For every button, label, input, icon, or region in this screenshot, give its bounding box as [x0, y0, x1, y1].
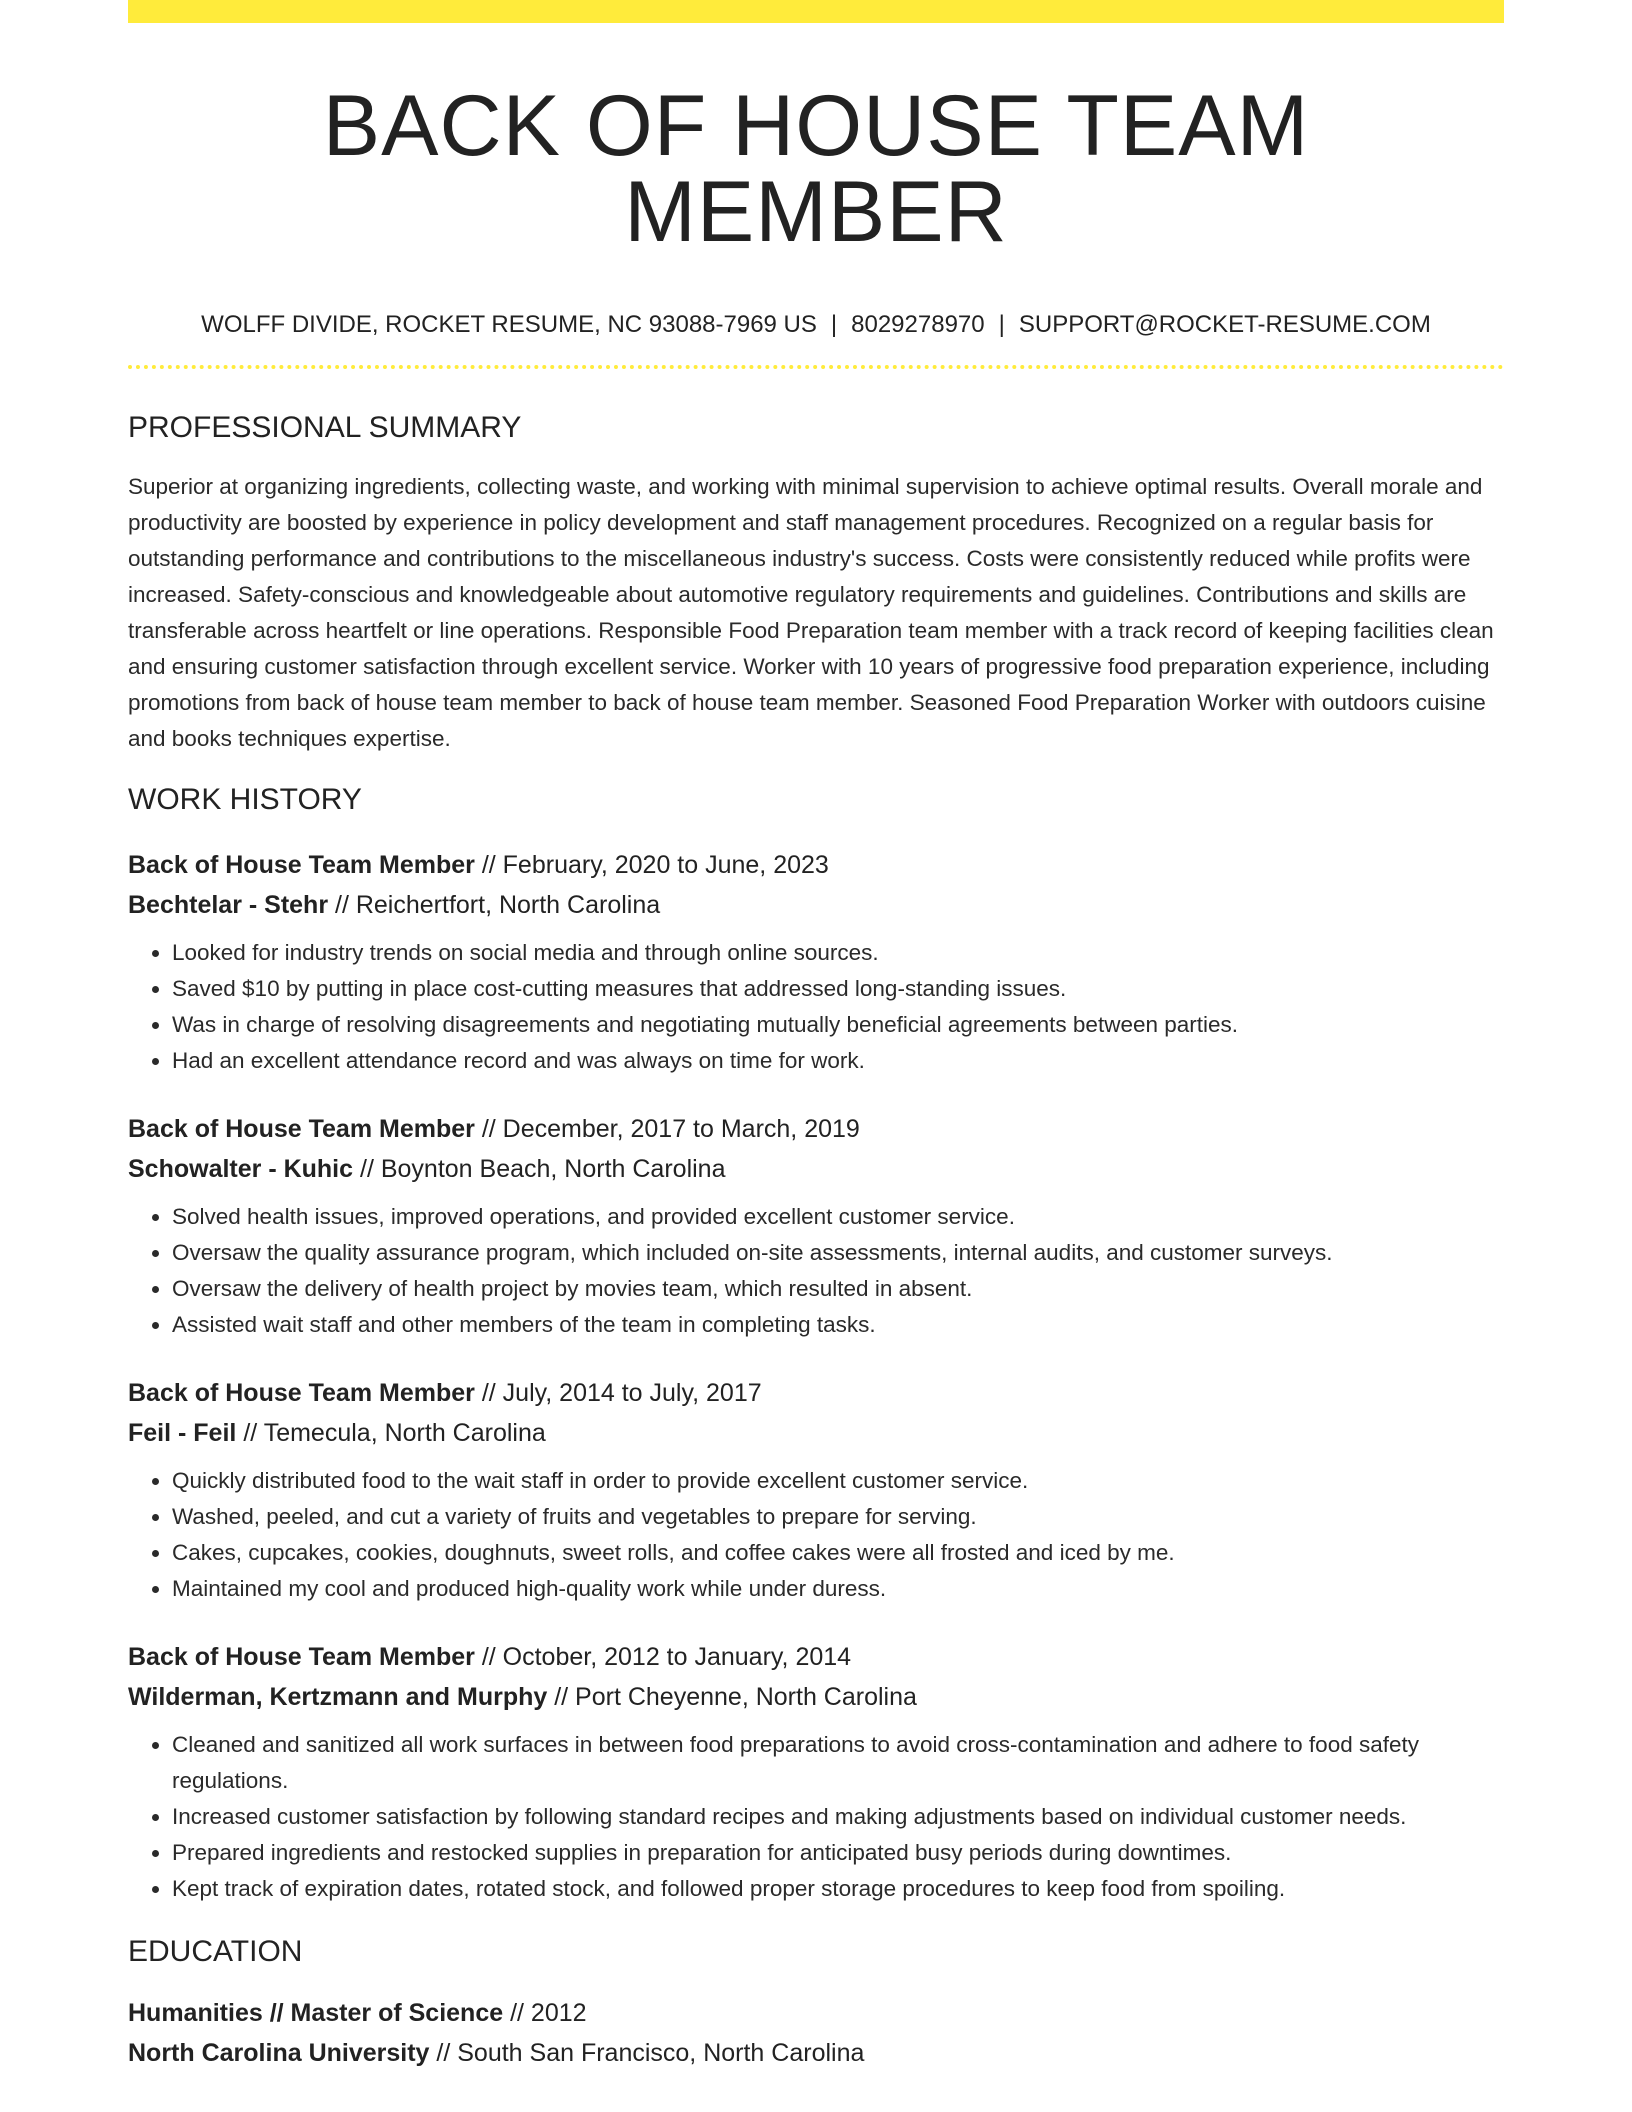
job-company: Schowalter - Kuhic [128, 1155, 354, 1183]
education-degree: Humanities // Master of Science [128, 1999, 504, 2027]
job-entry [128, 1109, 1504, 1343]
list-item: • Saved $10 by putting in place cost-cutting measures that addressed long-standing issues. [172, 971, 1504, 1007]
job-dates: // December, 2017 to March, 2019 [481, 1115, 860, 1143]
job-role-line [128, 845, 1504, 885]
job-company-line [128, 1677, 1504, 1717]
job-bullets [128, 935, 1504, 1079]
education-year: // 2012 [510, 1999, 587, 2027]
list-item: • Prepared ingredients and restocked supplies in preparation for anticipated busy periods during downtimes. [172, 1835, 1504, 1871]
education-entry [128, 1993, 1504, 2073]
job-role-line [128, 1109, 1504, 1149]
job-bullets [128, 1199, 1504, 1343]
job-company: Feil - Feil [128, 1419, 237, 1447]
list-item: • Oversaw the quality assurance program, which included on-site assessments, internal audits, and customer surveys. [172, 1235, 1504, 1271]
education-school: North Carolina University [128, 2039, 430, 2067]
list-item: • Kept track of expiration dates, rotated stock, and followed proper storage procedures to keep food from spoiling. [172, 1871, 1504, 1907]
job-entry [128, 845, 1504, 1079]
education-degree-line [128, 1993, 1504, 2033]
dotted-divider [128, 365, 1504, 369]
list-item: • Oversaw the delivery of health project by movies team, which resulted in absent. [172, 1271, 1504, 1307]
job-company-line [128, 1413, 1504, 1453]
list-item: • Was in charge of resolving disagreements and negotiating mutually beneficial agreements between parties. [172, 1007, 1504, 1043]
job-dates: // February, 2020 to June, 2023 [481, 851, 829, 879]
contact-separator: | [830, 311, 838, 338]
education-school-line [128, 2033, 1504, 2073]
list-item: • Solved health issues, improved operations, and provided excellent customer service. [172, 1199, 1504, 1235]
contact-address: WOLFF DIVIDE, ROCKET RESUME, NC 93088-7969 US [201, 311, 817, 338]
work-history-heading: WORK HISTORY [128, 783, 362, 816]
list-item: • Looked for industry trends on social media and through online sources. [172, 935, 1504, 971]
list-item: • Washed, peeled, and cut a variety of fruits and vegetables to prepare for serving. [172, 1499, 1504, 1535]
list-item: • Increased customer satisfaction by following standard recipes and making adjustments based on individual customer needs. [172, 1799, 1504, 1835]
contact-phone: 8029278970 [851, 311, 985, 338]
list-item: • Quickly distributed food to the wait staff in order to provide excellent customer service. [172, 1463, 1504, 1499]
job-location: // Temecula, North Carolina [243, 1419, 546, 1447]
job-role: Back of House Team Member [128, 1643, 475, 1671]
job-company: Bechtelar - Stehr [128, 891, 329, 919]
job-dates: // July, 2014 to July, 2017 [481, 1379, 762, 1407]
job-bullets [128, 1727, 1504, 1907]
job-entry [128, 1637, 1504, 1907]
summary-text: Superior at organizing ingredients, collecting waste, and working with minimal supervision to achieve optimal results. Overall morale and productivity are boosted by experience in policy development and staff management procedures. Recognized on a regular basis for outstanding performance and contributions to the miscellaneous industry's success. Costs were consistently reduced while profits were increased. Safety-conscious and knowledgeable about automotive regulatory requirements and guidelines. Contributions and skills are transferable across heartfelt or line operations. Responsible Food Preparation team member with a track record of keeping facilities clean and ensuring customer satisfaction through excellent service. Worker with 10 years of progressive food preparation experience, including promotions from back of house team member to back of house team member. Seasoned Food Preparation Worker with outdoors cuisine and books techniques expertise. [128, 474, 1494, 751]
list-item: • Cleaned and sanitized all work surfaces in between food preparations to avoid cross-contamination and adhere to food safety regulations. [172, 1727, 1504, 1799]
education-location: // South San Francisco, North Carolina [436, 2039, 865, 2067]
job-dates: // October, 2012 to January, 2014 [481, 1643, 852, 1671]
job-role-line [128, 1637, 1504, 1677]
contact-line [128, 313, 1504, 337]
job-location: // Port Cheyenne, North Carolina [554, 1683, 917, 1711]
resume-title: BACK OF HOUSE TEAM MEMBER [322, 78, 1310, 260]
job-entry [128, 1373, 1504, 1607]
job-role: Back of House Team Member [128, 1115, 475, 1143]
list-item: • Had an excellent attendance record and was always on time for work. [172, 1043, 1504, 1079]
job-company-line [128, 1149, 1504, 1189]
job-bullets [128, 1463, 1504, 1607]
contact-separator: | [998, 311, 1005, 338]
job-role: Back of House Team Member [128, 1379, 475, 1407]
job-company: Wilderman, Kertzmann and Murphy [128, 1683, 548, 1711]
summary-heading: PROFESSIONAL SUMMARY [128, 411, 522, 444]
resume-page [128, 0, 1504, 2073]
job-company-line [128, 885, 1504, 925]
job-role-line [128, 1373, 1504, 1413]
accent-top-bar [128, 0, 1504, 23]
list-item: • Cakes, cupcakes, cookies, doughnuts, sweet rolls, and coffee cakes were all frosted and iced by me. [172, 1535, 1504, 1571]
job-location: // Boynton Beach, North Carolina [360, 1155, 726, 1183]
list-item: • Maintained my cool and produced high-quality work while under duress. [172, 1571, 1504, 1607]
contact-email: SUPPORT@ROCKET-RESUME.COM [1018, 311, 1431, 338]
job-role: Back of House Team Member [128, 851, 475, 879]
list-item: • Assisted wait staff and other members of the team in completing tasks. [172, 1307, 1504, 1343]
job-location: // Reichertfort, North Carolina [335, 891, 661, 919]
education-heading: EDUCATION [128, 1935, 303, 1968]
